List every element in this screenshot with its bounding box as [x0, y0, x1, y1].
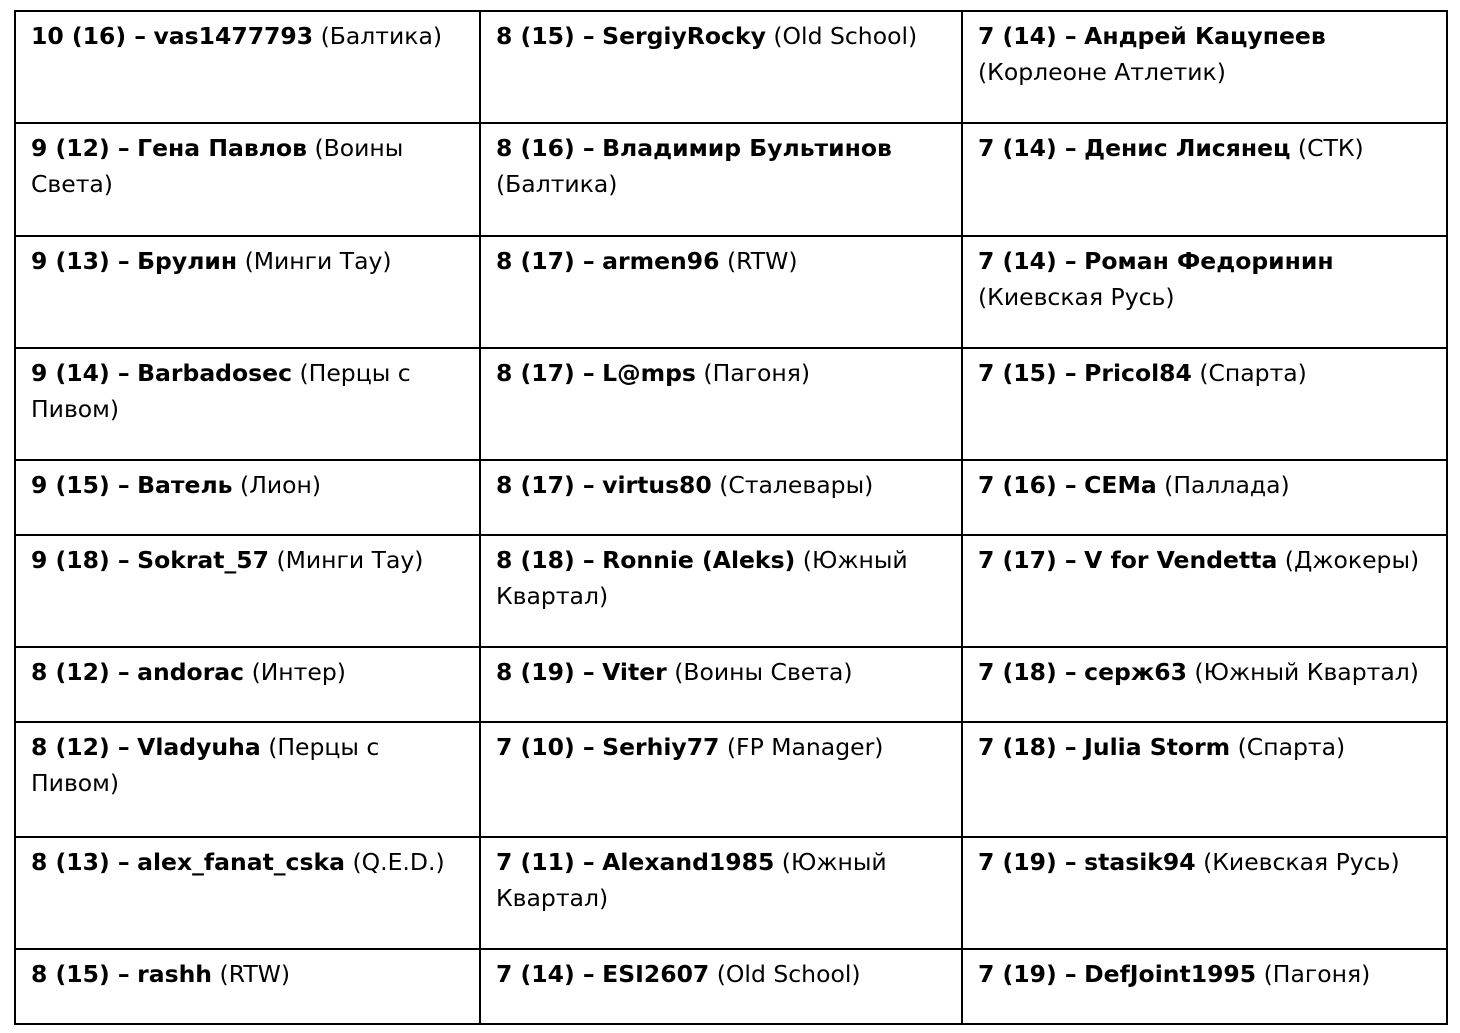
entry-player: Pricol84	[1084, 359, 1192, 387]
entry-score: 7 (14) –	[978, 134, 1077, 162]
table-cell	[480, 11, 962, 123]
entry-score: 9 (13) –	[31, 247, 130, 275]
table-cell	[480, 460, 962, 535]
entry-player: Владимир Бультинов	[602, 134, 892, 162]
table-cell	[962, 11, 1447, 123]
entry-team: (Перцы с Пивом)	[31, 733, 380, 797]
table-row	[15, 460, 1447, 535]
entry-player: rashh	[137, 960, 213, 988]
entry-team: (Old School)	[716, 960, 861, 988]
entry-score: 7 (14) –	[496, 960, 595, 988]
entry-team: (Спарта)	[1237, 733, 1346, 761]
entry-player: Barbadosec	[137, 359, 293, 387]
table-cell	[15, 460, 480, 535]
table-cell	[480, 123, 962, 236]
entry-team: (Минги Тау)	[276, 546, 424, 574]
table-cell	[962, 535, 1447, 647]
entry-score: 8 (16) –	[496, 134, 595, 162]
entry-score: 8 (18) –	[496, 546, 595, 574]
entry-score: 9 (18) –	[31, 546, 130, 574]
entry-player: Гена Павлов	[137, 134, 307, 162]
entry-player: Sokrat_57	[137, 546, 269, 574]
entry-player: Денис Лисянец	[1084, 134, 1291, 162]
table-cell	[15, 949, 480, 1024]
entry-team: (Джокеры)	[1284, 546, 1420, 574]
entry-team: (Воины Света)	[31, 134, 404, 198]
entry-player: DefJoint1995	[1084, 960, 1257, 988]
table-cell	[480, 837, 962, 949]
entry-team: (Сталевары)	[719, 471, 874, 499]
table-cell	[15, 236, 480, 348]
entry-team: (Лион)	[240, 471, 322, 499]
table-cell	[962, 460, 1447, 535]
table-row	[15, 647, 1447, 722]
table-row	[15, 11, 1447, 123]
entry-score: 8 (19) –	[496, 658, 595, 686]
entry-score: 7 (19) –	[978, 848, 1077, 876]
entry-team: (Корлеоне Атлетик)	[978, 58, 1226, 86]
table-row	[15, 535, 1447, 647]
entry-score: 7 (17) –	[978, 546, 1077, 574]
table-cell	[962, 722, 1447, 837]
table-cell	[480, 236, 962, 348]
entry-score: 7 (18) –	[978, 733, 1077, 761]
entry-player: alex_fanat_cska	[137, 848, 345, 876]
entry-player: virtus80	[602, 471, 712, 499]
table-cell	[962, 236, 1447, 348]
entry-score: 9 (12) –	[31, 134, 130, 162]
table-row	[15, 837, 1447, 949]
entry-player: серж63	[1084, 658, 1187, 686]
entry-team: (Спарта)	[1199, 359, 1307, 387]
entry-score: 7 (18) –	[978, 658, 1077, 686]
entry-score: 10 (16) –	[31, 22, 146, 50]
entry-player: Брулин	[137, 247, 238, 275]
entry-player: Ватель	[137, 471, 233, 499]
entry-score: 7 (10) –	[496, 733, 595, 761]
entry-score: 8 (17) –	[496, 247, 595, 275]
entry-team: (Киевская Русь)	[1203, 848, 1400, 876]
entry-score: 8 (12) –	[31, 658, 130, 686]
entry-team: (Old School)	[773, 22, 918, 50]
entry-player: Alexand1985	[602, 848, 775, 876]
table-cell	[15, 535, 480, 647]
entry-player: ESI2607	[602, 960, 710, 988]
entry-team: (Балтика)	[320, 22, 443, 50]
table-cell	[480, 949, 962, 1024]
entry-score: 8 (15) –	[31, 960, 130, 988]
table-cell	[15, 348, 480, 460]
entry-player: CEMa	[1084, 471, 1157, 499]
entry-score: 7 (19) –	[978, 960, 1077, 988]
entry-score: 7 (15) –	[978, 359, 1077, 387]
entry-player: Роман Федоринин	[1084, 247, 1334, 275]
table-cell	[962, 647, 1447, 722]
table-cell	[15, 123, 480, 236]
table-row	[15, 348, 1447, 460]
entry-team: (Южный Квартал)	[1194, 658, 1419, 686]
entry-player: vas1477793	[153, 22, 314, 50]
table-cell	[962, 123, 1447, 236]
entry-team: (FP Manager)	[726, 733, 884, 761]
entry-player: V for Vendetta	[1084, 546, 1278, 574]
entry-team: (Воины Света)	[674, 658, 853, 686]
entry-player: armen96	[602, 247, 720, 275]
entry-score: 7 (14) –	[978, 22, 1077, 50]
table-row	[15, 722, 1447, 837]
entry-team: (Киевская Русь)	[978, 283, 1175, 311]
entry-player: Serhiy77	[602, 733, 720, 761]
entry-score: 7 (16) –	[978, 471, 1077, 499]
table-cell	[480, 348, 962, 460]
table-cell	[480, 647, 962, 722]
table-row	[15, 123, 1447, 236]
entry-team: (RTW)	[219, 960, 291, 988]
table-cell	[480, 535, 962, 647]
table-cell	[962, 837, 1447, 949]
entry-team: (Пагоня)	[1263, 960, 1371, 988]
entry-player: Андрей Кацупеев	[1084, 22, 1326, 50]
table-cell	[15, 11, 480, 123]
table-cell	[15, 722, 480, 837]
entry-player: stasik94	[1084, 848, 1196, 876]
entry-score: 8 (12) –	[31, 733, 130, 761]
entry-team: (Паллада)	[1164, 471, 1290, 499]
entry-score: 8 (15) –	[496, 22, 595, 50]
entry-score: 7 (11) –	[496, 848, 595, 876]
entry-player: Viter	[602, 658, 667, 686]
entry-team: (Южный Квартал)	[496, 848, 887, 912]
entry-player: Julia Storm	[1084, 733, 1231, 761]
entry-player: andorac	[137, 658, 245, 686]
entry-team: (Южный Квартал)	[496, 546, 908, 610]
entry-score: 8 (17) –	[496, 471, 595, 499]
entry-team: (Перцы с Пивом)	[31, 359, 411, 423]
table-cell	[480, 722, 962, 837]
table-row	[15, 949, 1447, 1024]
entry-team: (СТК)	[1297, 134, 1364, 162]
table-cell	[15, 837, 480, 949]
entry-player: Vladyuha	[137, 733, 261, 761]
entry-score: 9 (15) –	[31, 471, 130, 499]
table-row	[15, 236, 1447, 348]
table-cell	[962, 949, 1447, 1024]
entry-score: 7 (14) –	[978, 247, 1077, 275]
entry-score: 9 (14) –	[31, 359, 130, 387]
entry-team: (Балтика)	[496, 170, 618, 198]
entry-team: (Q.E.D.)	[352, 848, 445, 876]
entry-score: 8 (13) –	[31, 848, 130, 876]
results-table	[14, 10, 1448, 1025]
entry-score: 8 (17) –	[496, 359, 595, 387]
entry-player: SergiyRocky	[602, 22, 766, 50]
table-cell	[15, 647, 480, 722]
entry-player: L@mps	[602, 359, 696, 387]
entry-team: (RTW)	[726, 247, 798, 275]
table-cell	[962, 348, 1447, 460]
entry-team: (Пагоня)	[703, 359, 811, 387]
entry-player: Ronnie (Aleks)	[602, 546, 796, 574]
entry-team: (Минги Тау)	[244, 247, 392, 275]
entry-team: (Интер)	[251, 658, 346, 686]
